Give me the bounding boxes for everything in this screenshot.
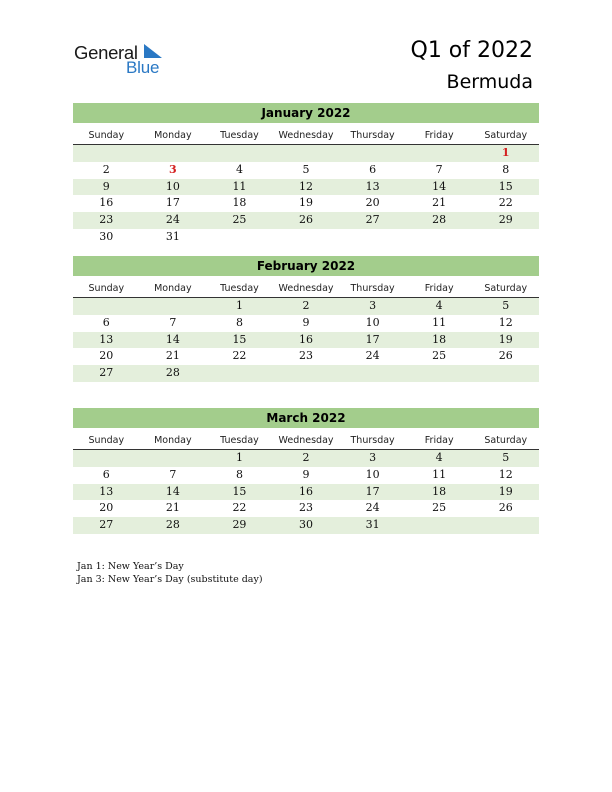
day-cell: 11 <box>232 179 247 193</box>
day-cell: 4 <box>435 299 443 312</box>
day-cell: 3 <box>369 451 377 464</box>
day-cell: 18 <box>232 196 247 210</box>
week-row <box>73 229 539 246</box>
month-title: March 2022 <box>73 408 539 428</box>
day-cell: 20 <box>99 349 114 363</box>
day-cell: 8 <box>235 315 243 329</box>
day-cell: 1 <box>235 451 243 464</box>
weekday-label: Sunday <box>88 435 125 446</box>
week-row <box>73 517 539 534</box>
day-cell <box>73 298 140 315</box>
day-cell: 24 <box>365 501 380 515</box>
day-cell: 22 <box>232 349 247 363</box>
day-cell: 5 <box>302 162 310 176</box>
day-cell: 9 <box>102 179 110 193</box>
week-row <box>73 450 539 467</box>
day-cell: 5 <box>502 299 510 312</box>
day-cell <box>406 517 473 534</box>
logo-text-general: General <box>74 42 138 63</box>
day-cell: 23 <box>299 501 314 515</box>
week-row <box>73 315 539 332</box>
day-cell: 16 <box>299 484 314 498</box>
day-cell: 21 <box>165 349 180 363</box>
day-cell: 14 <box>165 332 180 346</box>
day-cell: 18 <box>432 484 447 498</box>
day-cell <box>206 229 273 246</box>
weekday-label: Thursday <box>350 435 395 446</box>
weekday-label: Monday <box>154 435 192 446</box>
weekday-label: Monday <box>154 283 192 294</box>
day-cell: 11 <box>432 315 447 329</box>
weekday-label: Sunday <box>88 283 125 294</box>
day-cell: 29 <box>498 213 513 227</box>
day-cell <box>206 365 273 382</box>
month-title: February 2022 <box>73 256 539 276</box>
day-cell <box>472 517 539 534</box>
day-cell: 13 <box>365 179 380 193</box>
day-cell: 23 <box>99 213 114 227</box>
day-cell: 28 <box>165 366 180 380</box>
day-cell: 1 <box>235 299 243 312</box>
month-calendar <box>73 408 539 534</box>
day-cell: 28 <box>432 213 447 227</box>
day-cell: 21 <box>432 196 447 210</box>
week-row <box>73 212 539 229</box>
day-cell: 15 <box>498 179 513 193</box>
holiday-note: Jan 1: New Year’s Day <box>77 561 184 572</box>
weekday-label: Tuesday <box>220 435 259 446</box>
week-row <box>73 195 539 212</box>
day-cell: 30 <box>99 229 114 243</box>
day-cell: 26 <box>498 501 513 515</box>
day-cell <box>140 145 207 162</box>
day-cell: 19 <box>498 332 513 346</box>
day-cell <box>339 365 406 382</box>
day-cell <box>273 145 340 162</box>
day-cell: 9 <box>302 467 310 481</box>
day-cell: 27 <box>365 213 380 227</box>
weekday-label: Thursday <box>350 130 395 141</box>
day-cell: 6 <box>102 315 110 329</box>
weekday-label: Tuesday <box>220 130 259 141</box>
day-cell: 7 <box>169 467 177 481</box>
day-cell: 13 <box>99 332 114 346</box>
week-row <box>73 298 539 315</box>
week-row <box>73 332 539 349</box>
day-cell: 6 <box>369 162 377 176</box>
day-cell <box>73 450 140 467</box>
holiday-notes <box>77 560 263 586</box>
week-row <box>73 179 539 196</box>
day-cell: 21 <box>165 501 180 515</box>
month-calendar <box>73 256 539 382</box>
weekday-header-row <box>73 281 539 298</box>
day-cell: 13 <box>99 484 114 498</box>
day-cell: 19 <box>299 196 314 210</box>
day-cell: 12 <box>299 179 314 193</box>
day-cell: 27 <box>99 518 114 532</box>
weekday-label: Tuesday <box>220 283 259 294</box>
weekday-label: Saturday <box>484 283 528 294</box>
day-cell: 25 <box>232 213 247 227</box>
day-cell: 11 <box>432 467 447 481</box>
day-cell: 16 <box>99 196 114 210</box>
day-cell: 19 <box>498 484 513 498</box>
day-cell: 18 <box>432 332 447 346</box>
day-cell: 8 <box>502 162 510 176</box>
weekday-label: Friday <box>424 283 454 294</box>
day-cell <box>273 365 340 382</box>
weekday-label: Friday <box>424 435 454 446</box>
day-cell: 8 <box>235 467 243 481</box>
day-cell: 10 <box>365 315 380 329</box>
day-cell: 4 <box>235 162 243 176</box>
month-title: January 2022 <box>73 103 539 123</box>
weekday-label: Saturday <box>484 130 528 141</box>
weekday-label: Thursday <box>350 283 395 294</box>
day-cell: 10 <box>165 179 180 193</box>
day-cell <box>140 298 207 315</box>
day-cell: 24 <box>165 213 180 227</box>
day-cell: 25 <box>432 349 447 363</box>
week-row <box>73 484 539 501</box>
day-cell: 14 <box>432 179 447 193</box>
week-row <box>73 467 539 484</box>
day-cell: 24 <box>365 349 380 363</box>
day-cell: 31 <box>165 229 180 243</box>
weekday-label: Wednesday <box>278 130 334 141</box>
weekday-label: Saturday <box>484 435 528 446</box>
logo-text-blue: Blue <box>126 58 160 77</box>
day-cell: 20 <box>99 501 114 515</box>
day-cell: 16 <box>299 332 314 346</box>
day-cell: 2 <box>102 162 110 176</box>
holiday-note: Jan 3: New Year’s Day (substitute day) <box>77 574 263 585</box>
day-cell <box>206 145 273 162</box>
week-row <box>73 145 539 162</box>
day-cell <box>339 229 406 246</box>
day-cell: 31 <box>365 518 380 532</box>
day-cell: 4 <box>435 451 443 464</box>
day-cell: 26 <box>299 213 314 227</box>
day-cell: 26 <box>498 349 513 363</box>
day-cell: 30 <box>299 518 314 532</box>
day-cell: 7 <box>435 162 443 176</box>
weekday-header-row <box>73 128 539 145</box>
day-cell: 17 <box>365 484 380 498</box>
weekday-header-row <box>73 433 539 450</box>
day-cell <box>406 365 473 382</box>
day-cell: 15 <box>232 484 247 498</box>
day-cell <box>472 229 539 246</box>
week-row <box>73 348 539 365</box>
day-cell: 12 <box>498 467 513 481</box>
day-cell: 9 <box>302 315 310 329</box>
week-row <box>73 365 539 382</box>
country-subtitle: Bermuda <box>446 71 533 93</box>
day-cell: 20 <box>365 196 380 210</box>
day-cell: 5 <box>502 451 510 464</box>
day-cell <box>339 145 406 162</box>
day-cell: 17 <box>365 332 380 346</box>
day-cell <box>406 145 473 162</box>
holiday-date: 1 <box>501 146 510 159</box>
weekday-label: Sunday <box>88 130 125 141</box>
week-row <box>73 500 539 517</box>
week-row <box>73 162 539 179</box>
day-cell: 14 <box>165 484 180 498</box>
day-cell: 10 <box>365 467 380 481</box>
day-cell: 7 <box>169 315 177 329</box>
day-cell: 12 <box>498 315 513 329</box>
month-calendar <box>73 103 539 246</box>
day-cell: 22 <box>232 501 247 515</box>
day-cell <box>406 229 473 246</box>
day-cell: 29 <box>232 518 247 532</box>
day-cell: 27 <box>99 366 114 380</box>
day-cell <box>73 145 140 162</box>
day-cell: 28 <box>165 518 180 532</box>
page-title: Q1 of 2022 <box>410 38 533 63</box>
day-cell: 23 <box>299 349 314 363</box>
weekday-label: Monday <box>154 130 192 141</box>
day-cell <box>472 365 539 382</box>
day-cell: 15 <box>232 332 247 346</box>
weekday-label: Wednesday <box>278 435 334 446</box>
day-cell: 25 <box>432 501 447 515</box>
day-cell: 22 <box>498 196 513 210</box>
holiday-date: 3 <box>169 162 177 176</box>
day-cell: 6 <box>102 467 110 481</box>
day-cell: 17 <box>165 196 180 210</box>
day-cell <box>273 229 340 246</box>
day-cell <box>140 450 207 467</box>
day-cell: 2 <box>302 451 310 464</box>
day-cell: 2 <box>302 299 310 312</box>
weekday-label: Wednesday <box>278 283 334 294</box>
logo <box>74 42 174 78</box>
weekday-label: Friday <box>424 130 454 141</box>
day-cell: 3 <box>369 299 377 312</box>
